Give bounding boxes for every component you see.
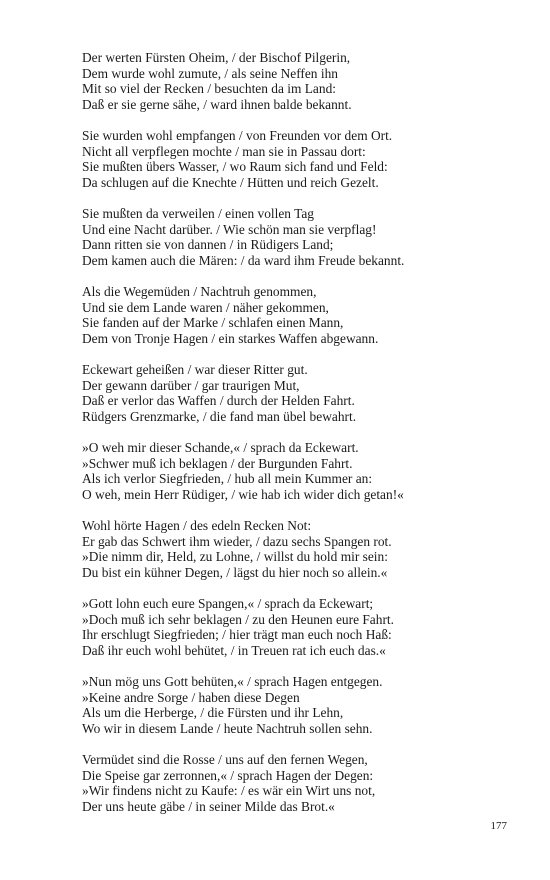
verse-line: »Doch muß ich sehr beklagen / zu den Heunen eure Fahrt.	[82, 611, 394, 627]
verse-line: Die Speise gar zerronnen,« / sprach Hagen der Degen:	[82, 767, 374, 783]
verse-line: »Gott lohn euch eure Spangen,« / sprach da Eckewart;	[82, 596, 374, 611]
verse-line: Wo wir in diesem Lande / heute Nachtruh sollen sehn.	[82, 720, 373, 736]
verse-line: »Nun mög uns Gott behüten,« / sprach Hagen entgegen.	[82, 674, 383, 689]
verse-line: Als um die Herberge, / die Fürsten und ihr Lehn,	[82, 705, 344, 720]
stanza	[82, 206, 522, 268]
verse-line: Dem kamen auch die Mären: / da ward ihm Freude bekannt.	[82, 252, 405, 268]
stanza	[82, 752, 522, 814]
verse-line: Daß er sie gerne sähe, / ward ihnen balde bekannt.	[82, 96, 352, 112]
verse-line: Eckewart geheißen / war dieser Ritter gut.	[82, 362, 308, 377]
verse-line: Der uns heute gäbe / in seiner Milde das Brot.«	[82, 798, 335, 814]
verse-line: Der werten Fürsten Oheim, / der Bischof Pilgerin,	[82, 50, 351, 65]
stanza	[82, 128, 522, 190]
verse-line: Sie wurden wohl empfangen / von Freunden vor dem Ort.	[82, 128, 393, 143]
verse-line: Mit so viel der Recken / besuchten da im Land:	[82, 81, 336, 96]
verse-line: Und eine Nacht darüber. / Wie schön man sie verpflag!	[82, 221, 377, 237]
verse-line: Der gewann darüber / gar traurigen Mut,	[82, 377, 300, 393]
verse-line: Er gab das Schwert ihm wieder, / dazu sechs Spangen rot.	[82, 533, 392, 549]
verse-line: Dann ritten sie von dannen / in Rüdigers Land;	[82, 237, 334, 252]
verse-line: Daß ihr euch wohl behütet, / in Treuen rat ich euch das.«	[82, 642, 386, 658]
verse-line: »Keine andre Sorge / haben diese Degen	[82, 689, 300, 705]
verse-line: Sie mußten übers Wasser, / wo Raum sich fand und Feld:	[82, 159, 388, 174]
stanza	[82, 284, 522, 346]
stanza	[82, 362, 522, 424]
verse-line: Sie fanden auf der Marke / schlafen einen Mann,	[82, 315, 344, 330]
stanza	[82, 596, 522, 658]
verse-line: Und sie dem Lande waren / näher gekommen,	[82, 299, 329, 315]
verse-line: Dem von Tronje Hagen / ein starkes Waffen abgewann.	[82, 330, 379, 346]
stanza	[82, 518, 522, 580]
verse-line: »O weh mir dieser Schande,« / sprach da Eckewart.	[82, 440, 359, 455]
verse-line: Rüdgers Grenzmarke, / die fand man übel bewahrt.	[82, 408, 357, 424]
verse-line: »Schwer muß ich beklagen / der Burgunden Fahrt.	[82, 455, 353, 471]
verse-line: Daß er verlor das Waffen / durch der Helden Fahrt.	[82, 393, 355, 408]
verse-line: Du bist ein kühner Degen, / lägst du hier noch so allein.«	[82, 564, 388, 580]
verse-line: Vermüdet sind die Rosse / uns auf den fernen Wegen,	[82, 752, 368, 767]
verse-line: »Die nimm dir, Held, zu Lohne, / willst du hold mir sein:	[82, 549, 388, 564]
verse-line: »Wir findens nicht zu Kaufe: / es wär ein Wirt uns not,	[82, 783, 376, 798]
verse-line: Als die Wegemüden / Nachtruh genommen,	[82, 284, 317, 299]
verse-line: O weh, mein Herr Rüdiger, / wie hab ich wider dich getan!«	[82, 486, 404, 502]
verse-line: Wohl hörte Hagen / des edeln Recken Not:	[82, 518, 312, 533]
stanza	[82, 50, 522, 112]
stanza	[82, 440, 522, 502]
verse-line: Als ich verlor Siegfrieden, / hub all mein Kummer an:	[82, 471, 373, 486]
stanza	[82, 674, 522, 736]
poem-text	[82, 50, 522, 830]
verse-line: Da schlugen auf die Knechte / Hütten und reich Gezelt.	[82, 174, 379, 190]
verse-line: Sie mußten da verweilen / einen vollen Tag	[82, 206, 314, 221]
page-number: 177	[490, 820, 507, 832]
verse-line: Ihr erschlugt Siegfrieden; / hier trägt man euch noch Haß:	[82, 627, 392, 642]
verse-line: Dem wurde wohl zumute, / als seine Neffen ihn	[82, 65, 338, 81]
verse-line: Nicht all verpflegen mochte / man sie in Passau dort:	[82, 143, 366, 159]
